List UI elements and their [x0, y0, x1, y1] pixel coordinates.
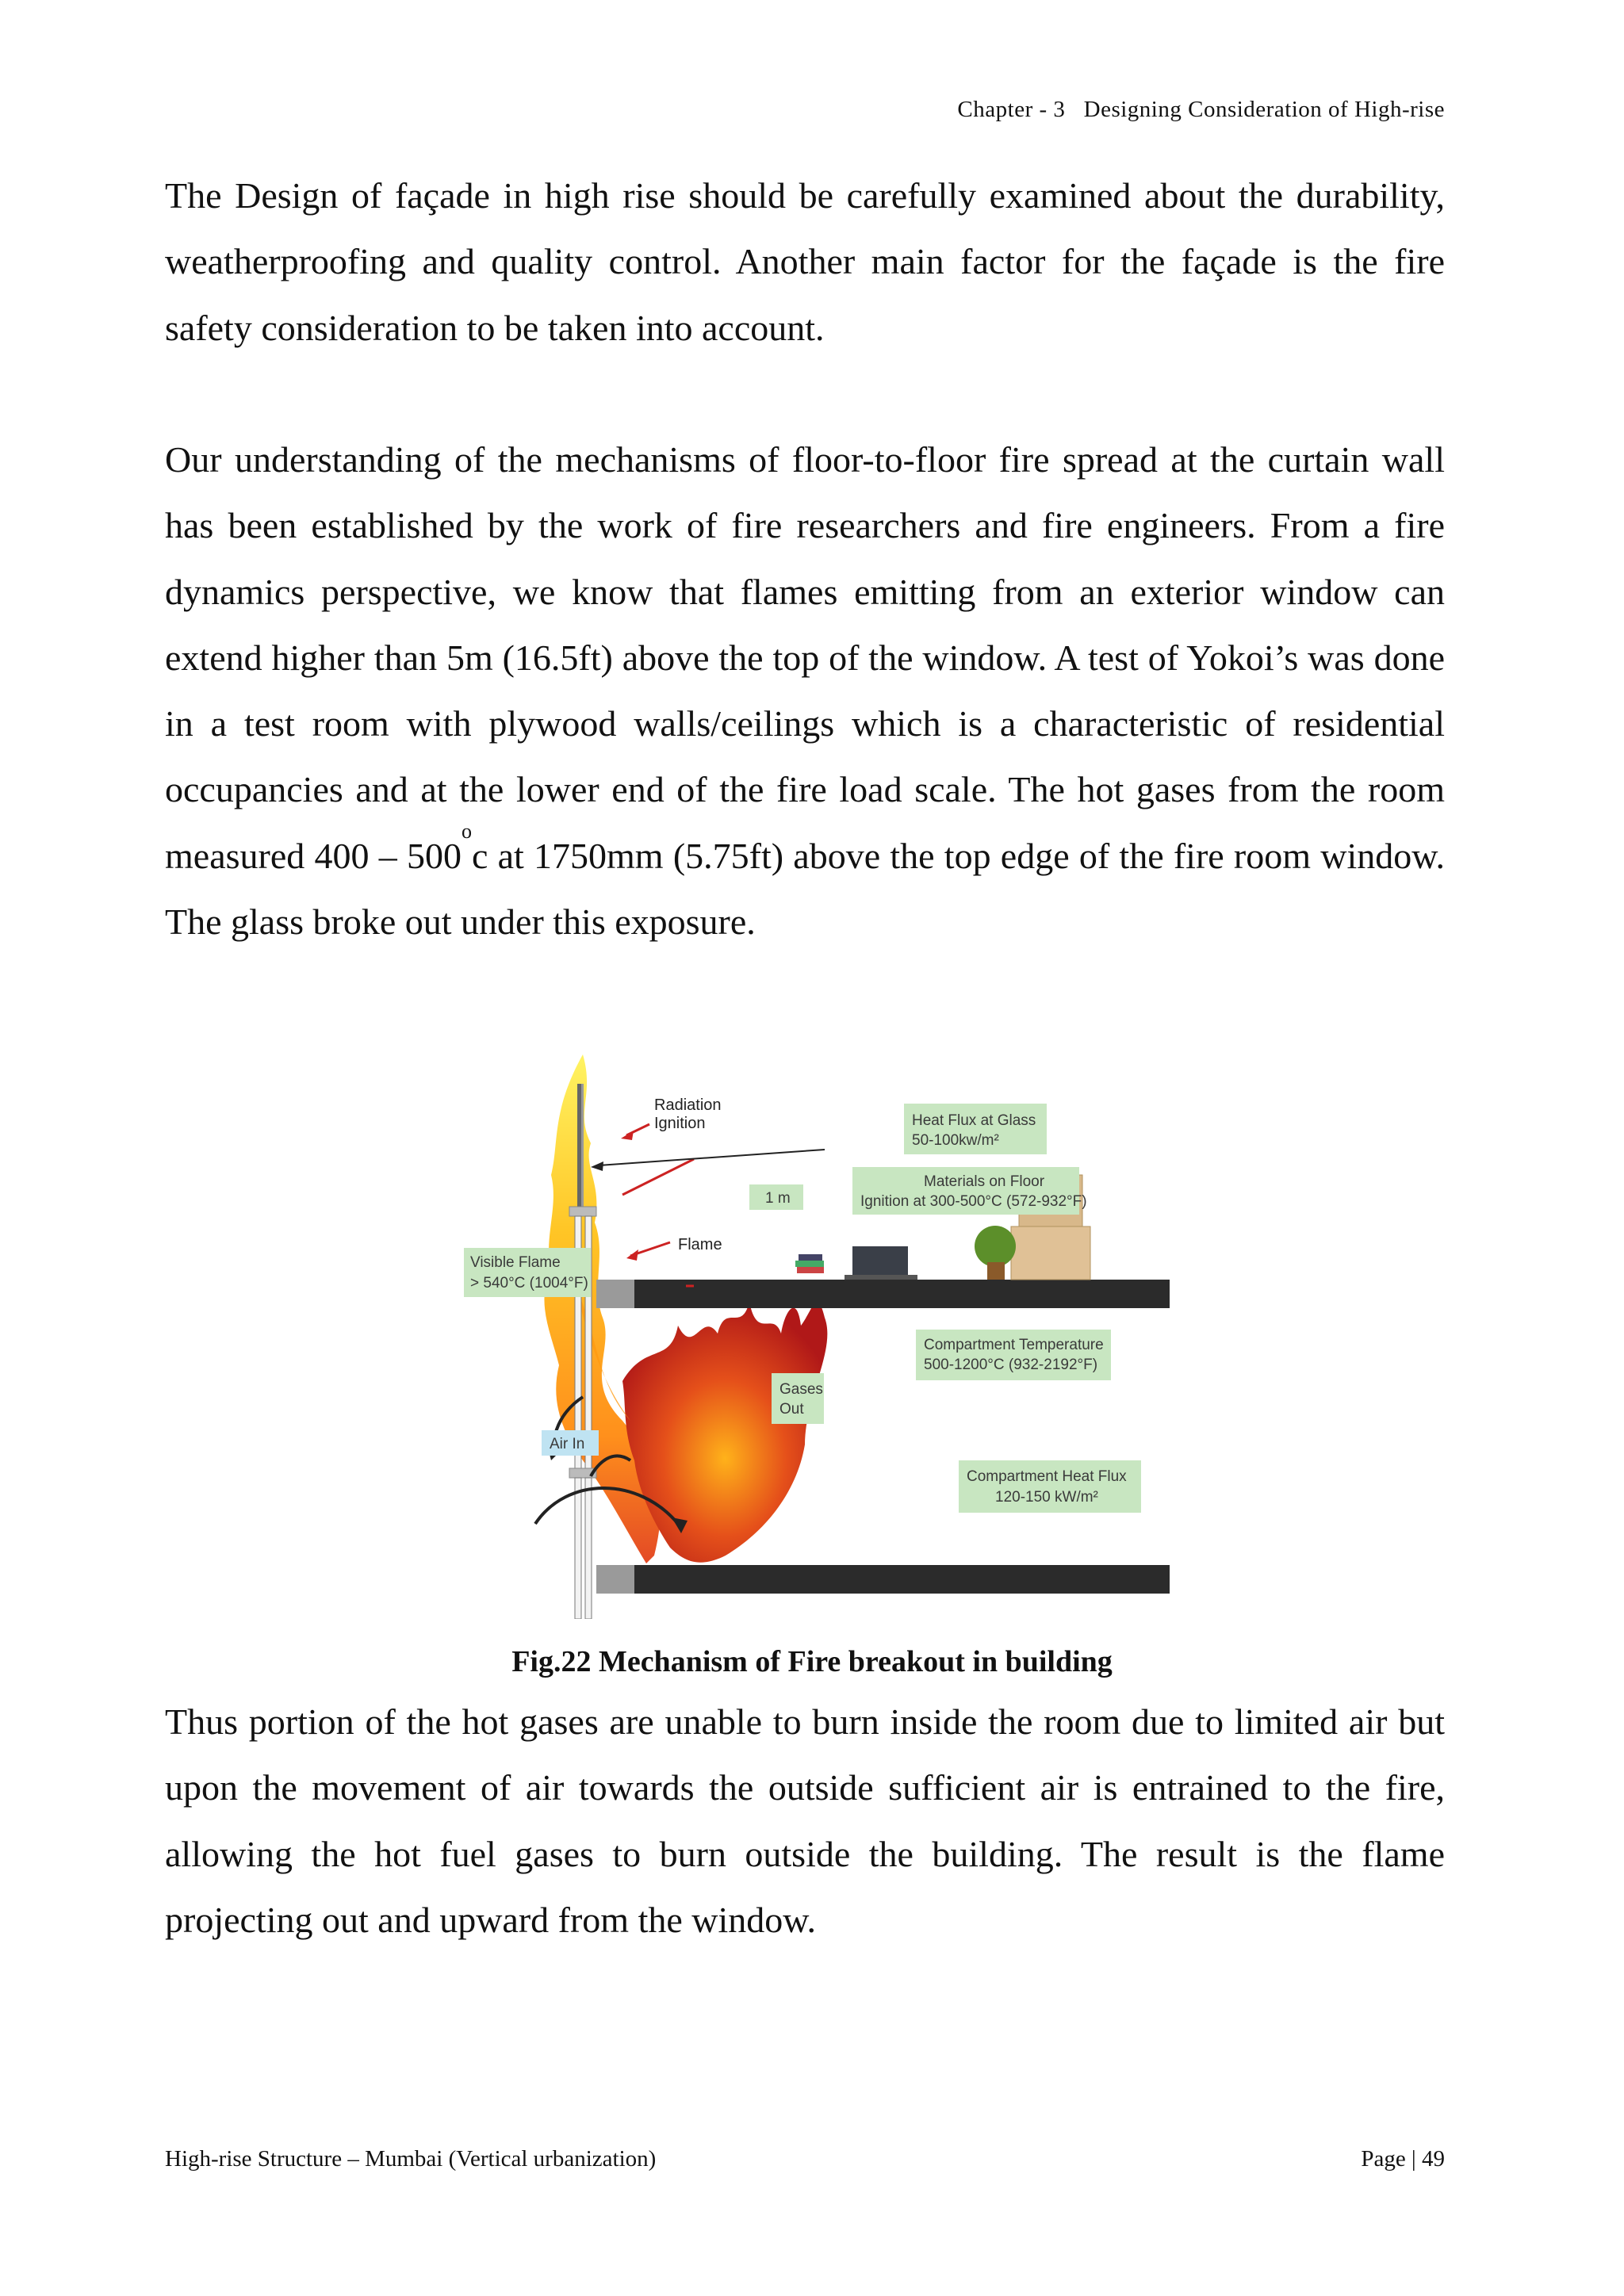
- label-ignition: Ignition: [654, 1115, 706, 1132]
- label-radiation: Radiation: [654, 1096, 722, 1114]
- degree-superscript: o: [461, 819, 472, 843]
- paragraph-facade-design: The Design of façade in high rise should be carefully examined about the durability, weatherproofing and quality control. Another main factor for the façade is the fire safety consideration to be taken into account.: [165, 175, 1445, 348]
- label-visible-flame-value: > 540°C (1004°F): [470, 1275, 588, 1292]
- page-header: [957, 97, 1445, 123]
- header-title: Designing Consideration of High-rise: [1083, 97, 1445, 122]
- paragraph-hot-gases: Thus portion of the hot gases are unable to burn inside the room due to limited air but upon the movement of air towards the outside sufficient air is entrained to the fire, allowing the hot fuel gases to burn outside the building. The result is the flame projecting out and upward from the window.: [165, 1701, 1445, 1940]
- lower-floor-slab: [596, 1565, 634, 1594]
- fire-breakout-diagram: [464, 1048, 1170, 1619]
- paragraph-fire-spread-text-end: c at 1750mm (5.75ft) above the top edge of the fire room window. The glass broke out under this exposure.: [165, 835, 1445, 943]
- label-gases: Gases: [779, 1381, 823, 1398]
- label-heat-flux-glass: Heat Flux at Glass: [912, 1112, 1036, 1129]
- header-chapter: Chapter - 3: [957, 97, 1066, 122]
- label-compartment-temperature-value: 500-1200°C (932-2192°F): [924, 1357, 1098, 1373]
- upper-floor-slab: [596, 1280, 634, 1308]
- figure-caption: Fig.22 Mechanism of Fire breakout in building: [511, 1645, 1113, 1678]
- paragraph-fire-spread-text: Our understanding of the mechanisms of floor-to-floor fire spread at the curtain wall has been established by the work of fire researchers and fire engineers. From a fire dynamics perspective, we know that flames emitting from an exterior window can extend higher than 5m (16.5ft) above the top of the window. A test of Yokoi’s was done in a test room with plywood walls/ceilings which is a characteristic of residential occupancies and at the lower end of the fire load scale. The hot gases from the room measured 400 – 500: [165, 439, 1445, 876]
- label-materials-value: Ignition at 300-500°C (572-932°F): [860, 1193, 1087, 1210]
- paragraph-fire-spread: [165, 427, 1445, 955]
- label-heat-flux-glass-value: 50-100kw/m²: [912, 1132, 999, 1149]
- label-gases-out: Out: [779, 1401, 804, 1418]
- label-one-meter: 1 m: [765, 1190, 791, 1207]
- footer-page-number: Page | 49: [1361, 2146, 1445, 2172]
- label-compartment-temperature: Compartment Temperature: [924, 1337, 1104, 1353]
- label-materials: Materials on Floor: [924, 1173, 1045, 1190]
- label-visible-flame: Visible Flame: [470, 1254, 561, 1271]
- label-compartment-heat-flux: Compartment Heat Flux: [967, 1468, 1127, 1485]
- label-compartment-heat-flux-value: 120-150 kW/m²: [995, 1489, 1098, 1506]
- label-flame: Flame: [678, 1236, 722, 1253]
- footer-document-title: High-rise Structure – Mumbai (Vertical urbanization): [165, 2146, 657, 2172]
- label-air-in: Air In: [550, 1436, 585, 1452]
